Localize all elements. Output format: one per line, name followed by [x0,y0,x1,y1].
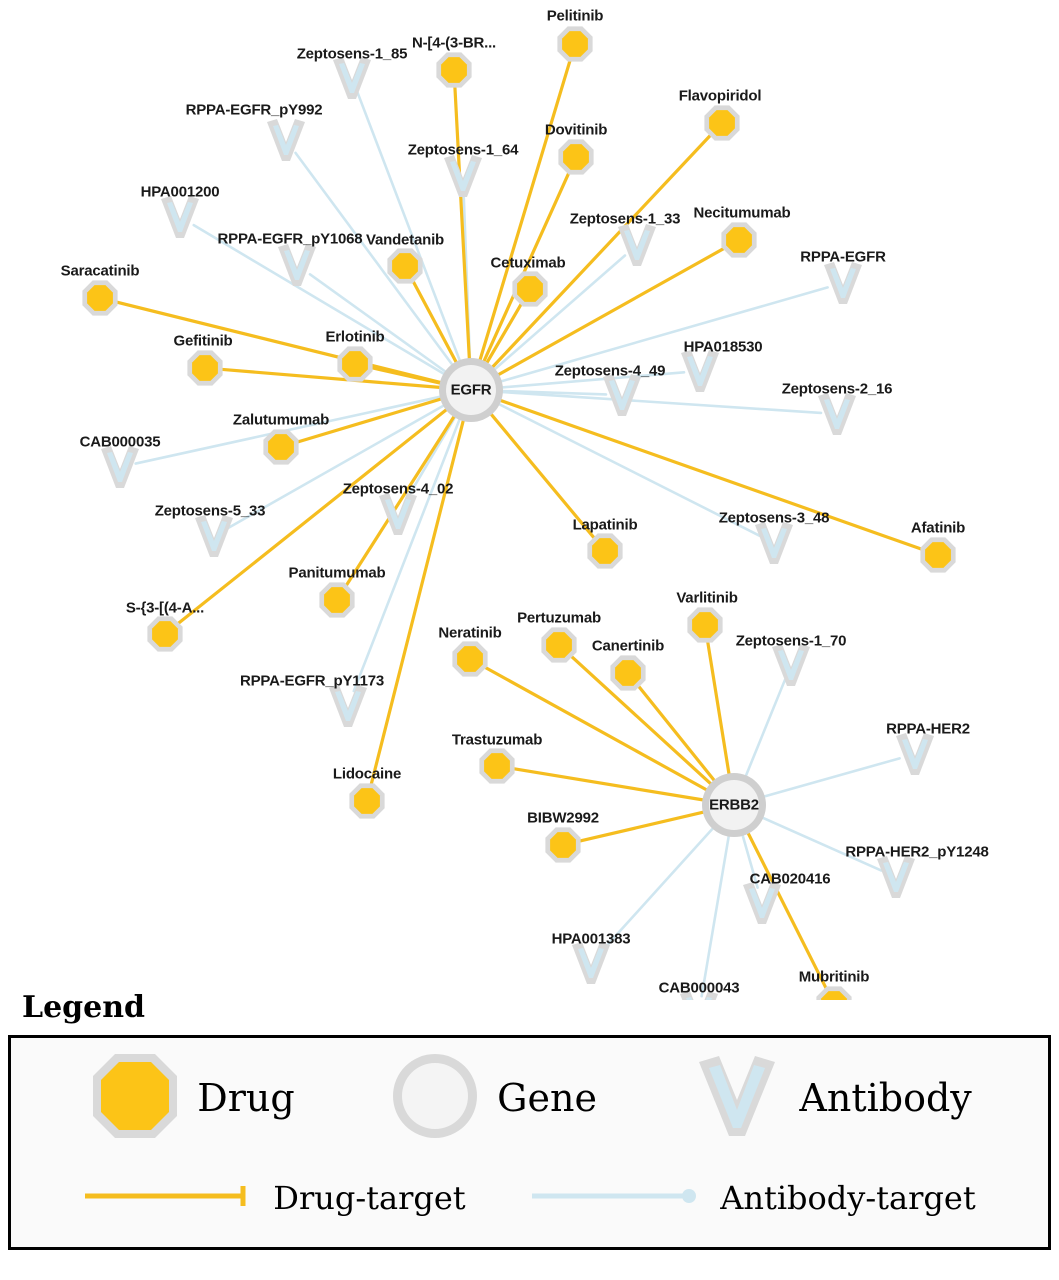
antibody-node[interactable] [824,262,862,304]
drug-node[interactable] [687,607,722,642]
drug-label: Neratinib [438,624,502,642]
antibody-label: Zeptosens-1_85 [296,45,408,63]
drug-node[interactable] [82,280,117,315]
drug-node[interactable] [479,748,514,783]
antibody-node[interactable] [896,733,934,775]
legend-label-drug: Drug [197,1076,295,1120]
gene-label: ERBB2 [709,796,759,814]
legend-label-gene: Gene [497,1076,597,1120]
drug-node[interactable] [545,827,580,862]
antibody-label: CAB000043 [658,979,740,997]
antibody-node[interactable] [379,493,417,535]
drug-node[interactable] [721,222,756,257]
antibody-label: CAB020416 [749,870,831,888]
legend-item-drug [87,1048,294,1149]
antibody-node[interactable] [618,224,656,266]
antibody-node[interactable] [161,196,199,238]
legend-box [8,1035,1051,1250]
antibody-chevron-icon [689,1048,785,1149]
legend-item-antibody [689,1048,971,1149]
drug-label: Lidocaine [332,765,402,783]
antibody-label: Zeptosens-1_64 [407,141,519,159]
antibody-label: HPA001383 [551,930,631,948]
antibody-label: Zeptosens-2_16 [781,380,893,398]
drug-node[interactable] [557,26,592,61]
drug-label: Saracatinib [60,262,140,280]
drug-label: Zalutumumab [232,411,330,429]
antibody-label: RPPA-EGFR [800,248,886,266]
legend-shapes-row [11,1038,1048,1158]
antibody-node[interactable] [333,57,371,99]
antibody-label: RPPA-HER2 [886,720,970,738]
antibody-node[interactable] [329,685,367,727]
drug-node[interactable] [436,52,471,87]
legend-item-drug-target [83,1179,465,1217]
antibody-label: Zeptosens-5_33 [154,502,266,520]
antibody-label: HPA018530 [683,338,763,356]
legend [8,990,1051,1250]
drug-node[interactable] [558,139,593,174]
drug-node[interactable] [387,248,422,283]
drug-octagon-icon [87,1048,183,1149]
drug-label: Panitumumab [288,564,386,582]
drug-node[interactable] [187,350,222,385]
antibody-node[interactable] [603,374,641,416]
antibody-node[interactable] [818,393,856,435]
antibody-target-edge-icon [530,1183,700,1214]
antibody-node[interactable] [755,522,793,564]
drug-label: S-{3-[(4-A... [125,599,205,617]
drug-label: Canertinib [591,637,665,655]
drug-label: Vandetanib [365,231,445,249]
drug-label: Mubritinib [798,968,870,986]
antibody-node[interactable] [743,882,781,924]
antibody-label: Zeptosens-1_33 [569,210,681,228]
drug-label: Pertuzumab [517,609,601,627]
drug-label: Necitumumab [693,204,791,222]
drug-label: Cetuximab [490,254,566,272]
drug-label: Dovitinib [544,121,608,139]
drug-label: Trastuzumab [451,731,543,749]
drug-label: Gefitinib [173,332,233,350]
drug-node[interactable] [512,271,547,306]
antibody-node[interactable] [444,155,482,197]
drug-label: Varlitinib [676,589,738,607]
antibody-label: Zeptosens-4_02 [342,480,454,498]
legend-item-antibody-target [530,1179,975,1217]
drug-node[interactable] [541,627,576,662]
drug-node[interactable] [920,537,955,572]
drug-label: Afatinib [910,519,966,537]
antibody-label: RPPA-EGFR_pY1068 [217,230,363,248]
drug-node[interactable] [337,346,372,381]
gene-circle-icon [387,1048,483,1149]
antibody-node[interactable] [877,856,915,898]
drug-node[interactable] [587,533,622,568]
legend-label-antibody: Antibody [799,1076,972,1120]
antibody-label: HPA001200 [140,183,220,201]
drug-node[interactable] [319,582,354,617]
legend-label-antibody-target: Antibody-target [720,1179,976,1217]
antibody-node[interactable] [267,119,305,161]
antibody-label: Zeptosens-3_48 [718,509,830,527]
drug-label: Erlotinib [325,328,385,346]
legend-title: Legend [22,990,146,1025]
drug-node[interactable] [704,105,739,140]
antibody-node[interactable] [101,446,139,488]
antibody-node[interactable] [195,515,233,557]
drug-target-edge-icon [83,1183,253,1214]
drug-label: Lapatinib [572,516,638,534]
antibody-label: CAB000035 [79,433,161,451]
antibody-label: RPPA-HER2_pY1248 [845,843,989,861]
gene-label: EGFR [450,381,492,399]
drug-label: N-[4-(3-BR... [411,34,497,52]
drug-label: Flavopiridol [678,87,762,105]
antibody-node[interactable] [681,350,719,392]
antibody-label: RPPA-EGFR_pY1173 [239,672,385,690]
drug-node[interactable] [147,616,182,651]
antibody-label: RPPA-EGFR_pY992 [185,101,323,119]
antibody-node[interactable] [772,644,810,686]
antibody-label: Zeptosens-1_70 [735,632,847,650]
drug-label: BIBW2992 [527,809,599,827]
drug-node[interactable] [452,641,487,676]
drug-node[interactable] [610,655,645,690]
antibody-label: Zeptosens-4_49 [554,362,666,380]
drug-label: Pelitinib [546,7,604,25]
drug-node[interactable] [349,783,384,818]
legend-item-gene [387,1048,597,1149]
antibody-node[interactable] [572,942,610,984]
drug-node[interactable] [263,429,298,464]
legend-edges-row [11,1158,1048,1238]
legend-label-drug-target: Drug-target [273,1179,466,1217]
